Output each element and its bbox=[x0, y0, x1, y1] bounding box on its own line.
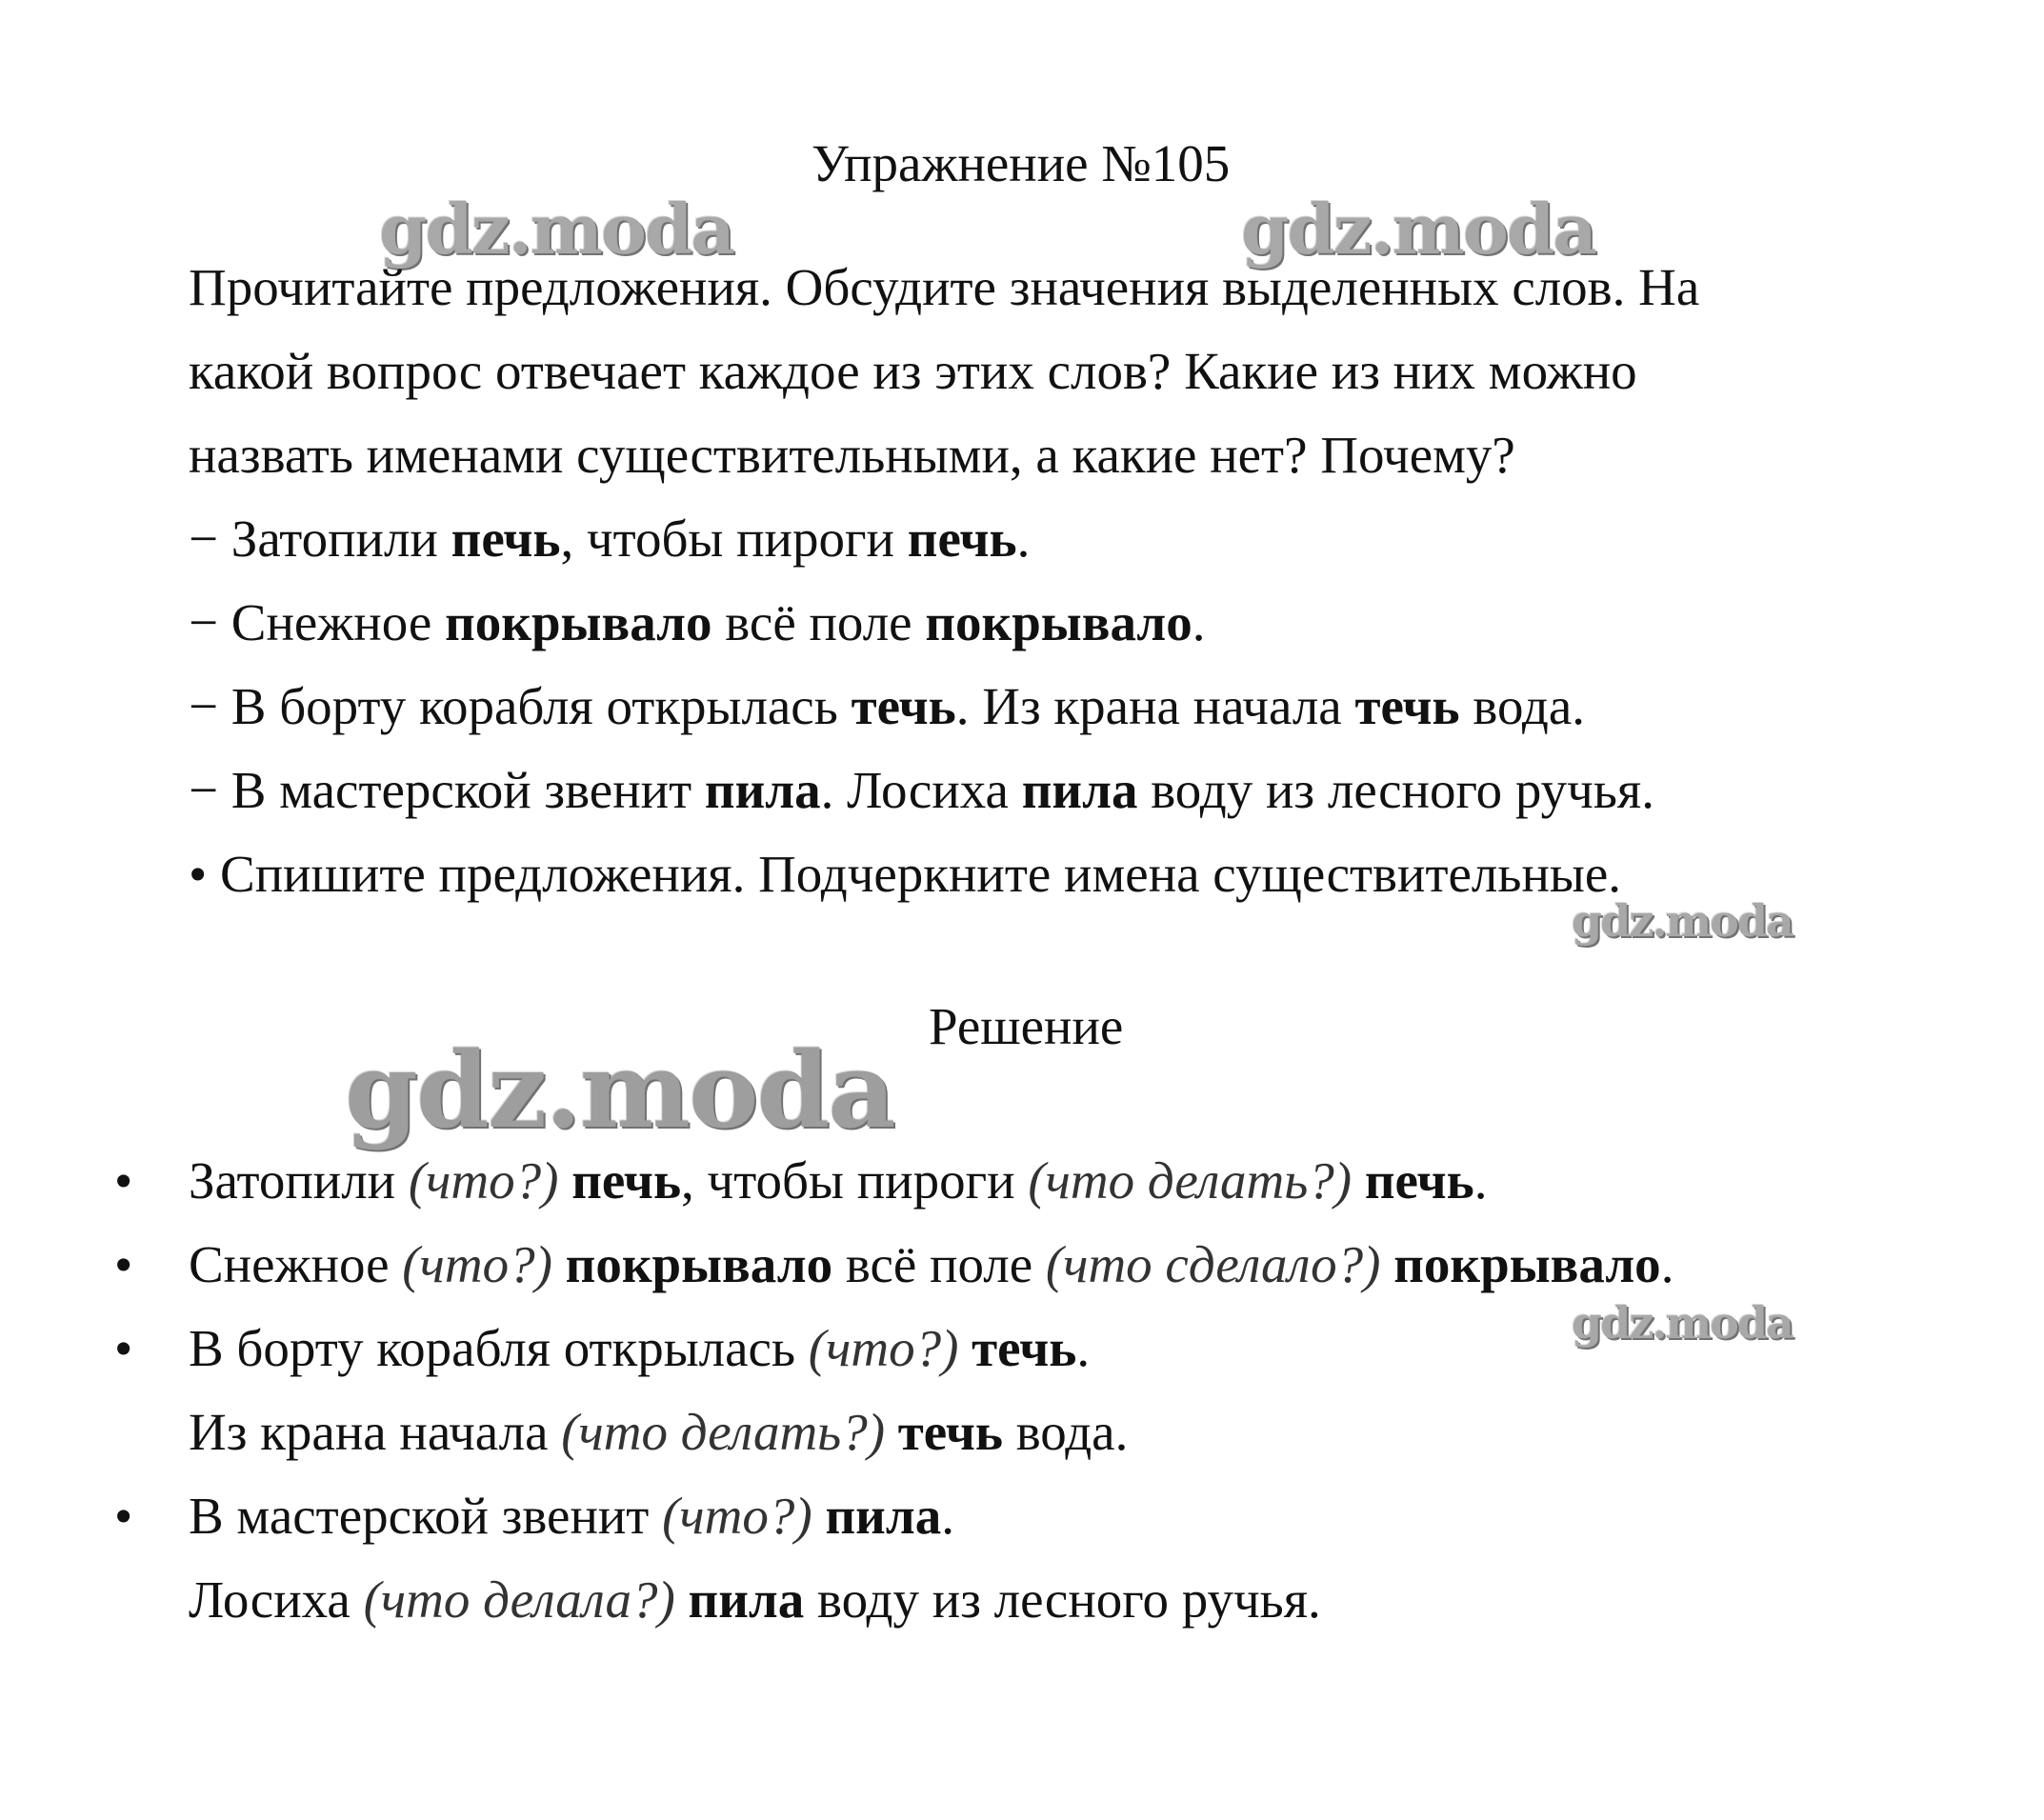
task-text-line: какой вопрос отвечает каждое из этих слов? Какие из них можно bbox=[189, 342, 1637, 400]
bullet: • bbox=[114, 1319, 133, 1377]
watermark: gdz.moda bbox=[1572, 895, 1793, 947]
bullet: • bbox=[114, 1151, 133, 1210]
solution-item: Лосиха (что делала?) пила воду из лесного ручья. bbox=[189, 1570, 1321, 1629]
solution-item: Затопили (что?) печь, чтобы пироги (что делать?) печь. bbox=[189, 1151, 1488, 1210]
example-sentence: − В борту корабля открылась течь. Из крана начала течь вода. bbox=[189, 677, 1586, 735]
example-sentence: − В мастерской звенит пила. Лосиха пила воду из лесного ручья. bbox=[189, 761, 1654, 819]
watermark: gdz.moda bbox=[345, 1029, 894, 1151]
solution-item: В мастерской звенит (что?) пила. bbox=[189, 1487, 954, 1545]
solution-item: В борту корабля открылась (что?) течь. bbox=[189, 1319, 1091, 1377]
bullet: • bbox=[114, 1235, 133, 1293]
solution-item: Из крана начала (что делать?) течь вода. bbox=[189, 1403, 1129, 1461]
watermark: gdz.moda bbox=[379, 189, 733, 270]
task-text-line: Прочитайте предложения. Обсудите значения выделенных слов. На bbox=[189, 258, 1700, 316]
bullet: • bbox=[114, 1487, 133, 1545]
task-instruction: • Спишите предложения. Подчеркните имена существительные. bbox=[189, 845, 1621, 903]
example-sentence: − Затопили печь, чтобы пироги печь. bbox=[189, 510, 1031, 568]
page-title: Упражнение №105 bbox=[812, 134, 1231, 192]
solution-item: Снежное (что?) покрывало всё поле (что сделало?) покрывало. bbox=[189, 1235, 1674, 1293]
solution-heading: Решение bbox=[929, 997, 1124, 1055]
watermark: gdz.moda bbox=[1241, 189, 1595, 270]
example-sentence: − Снежное покрывало всё поле покрывало. bbox=[189, 593, 1206, 651]
task-text-line: назвать именами существительными, а какие нет? Почему? bbox=[189, 426, 1515, 484]
watermark: gdz.moda bbox=[1572, 1297, 1793, 1349]
